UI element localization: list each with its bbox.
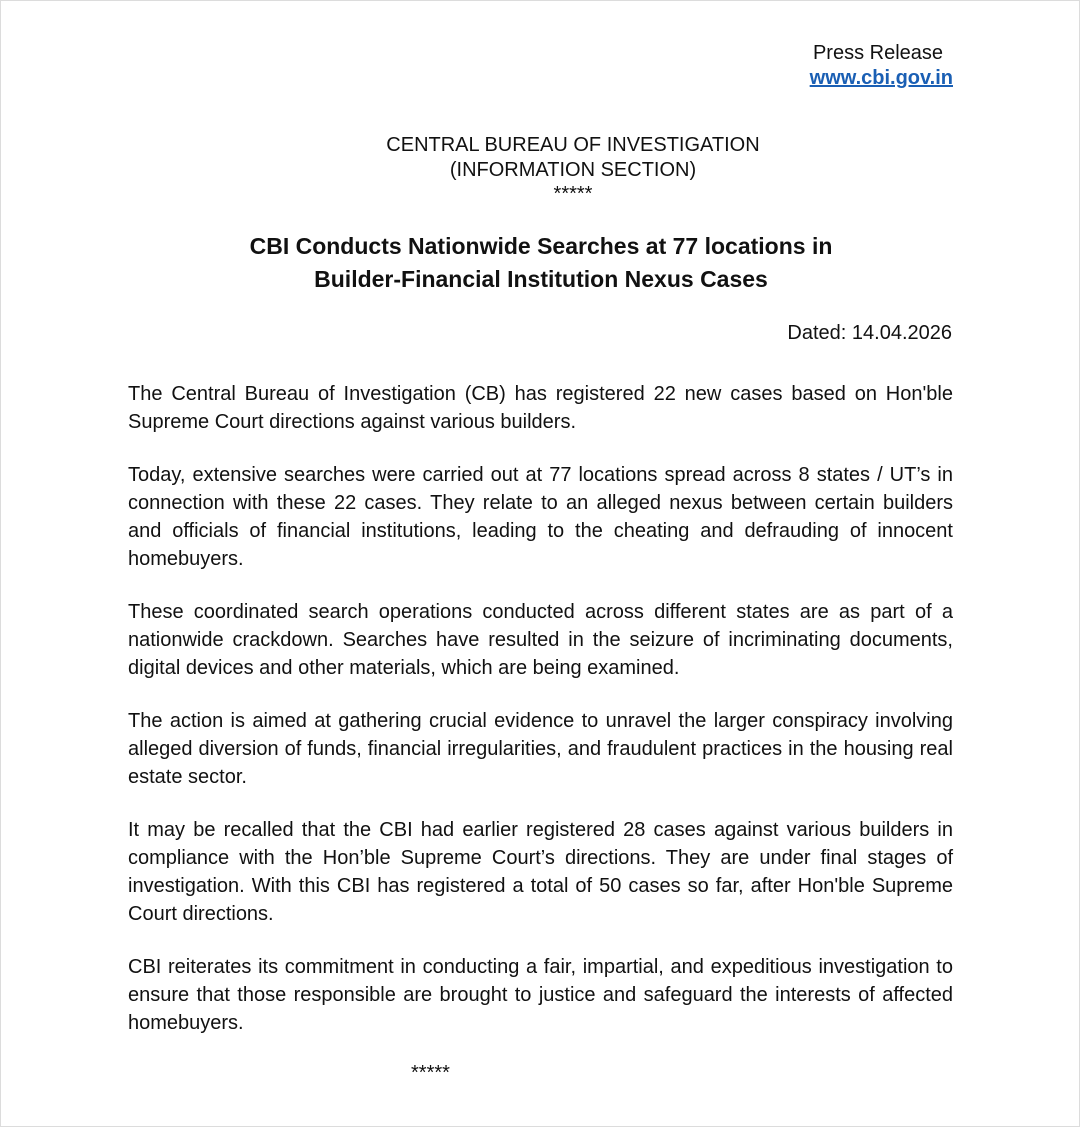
paragraph-new-cases: The Central Bureau of Investigation (CB) has registered 22 new cases based on Hon'ble Supreme Court directions against various builders. <box>128 383 953 433</box>
heading-separator: ***** <box>553 183 593 205</box>
press-release-label: Press Release <box>812 42 944 64</box>
title-line-2: Builder-Financial Institution Nexus Cases <box>314 266 768 292</box>
end-marker: ***** <box>411 1062 450 1084</box>
organization-name: CENTRAL BUREAU OF INVESTIGATION <box>386 134 760 156</box>
release-body <box>128 380 953 1062</box>
release-date: Dated: 14.04.2026 <box>787 322 952 344</box>
paragraph-searches: Today, extensive searches were carried out at 77 locations spread across 8 states / UT’s in connection with these 22 cases. They relate to an alleged nexus between certain builders and officials of financial institutions, leading to the cheating and defrauding of innocent homebuyers. <box>128 464 953 570</box>
organization-heading <box>1 133 1080 207</box>
organization-section: (INFORMATION SECTION) <box>449 158 697 181</box>
paragraph-commitment: CBI reiterates its commitment in conducting a fair, impartial, and expeditious investigation to ensure that those responsible are brought to justice and safeguard the interests of affected homebuyers. <box>128 956 953 1034</box>
website-link[interactable]: www.cbi.gov.in <box>809 67 953 89</box>
press-release-header <box>801 41 953 91</box>
paragraph-operations: These coordinated search operations conducted across different states are as part of a nationwide crackdown. Searches have resulted in the seizure of incriminating documents, digital devices and other materials, which are being examined. <box>128 601 953 679</box>
paragraph-action: The action is aimed at gathering crucial evidence to unravel the larger conspiracy involving alleged diversion of funds, financial irregularities, and fraudulent practices in the housing real estate sector. <box>128 710 953 788</box>
title-line-1: CBI Conducts Nationwide Searches at 77 locations in <box>249 233 833 259</box>
paragraph-earlier-cases: It may be recalled that the CBI had earlier registered 28 cases against various builders in compliance with the Hon’ble Supreme Court’s directions. They are under final stages of investigation. With this CBI has registered a total of 50 cases so far, after Hon'ble Supreme Court directions. <box>128 819 953 925</box>
page-title <box>1 230 1080 296</box>
